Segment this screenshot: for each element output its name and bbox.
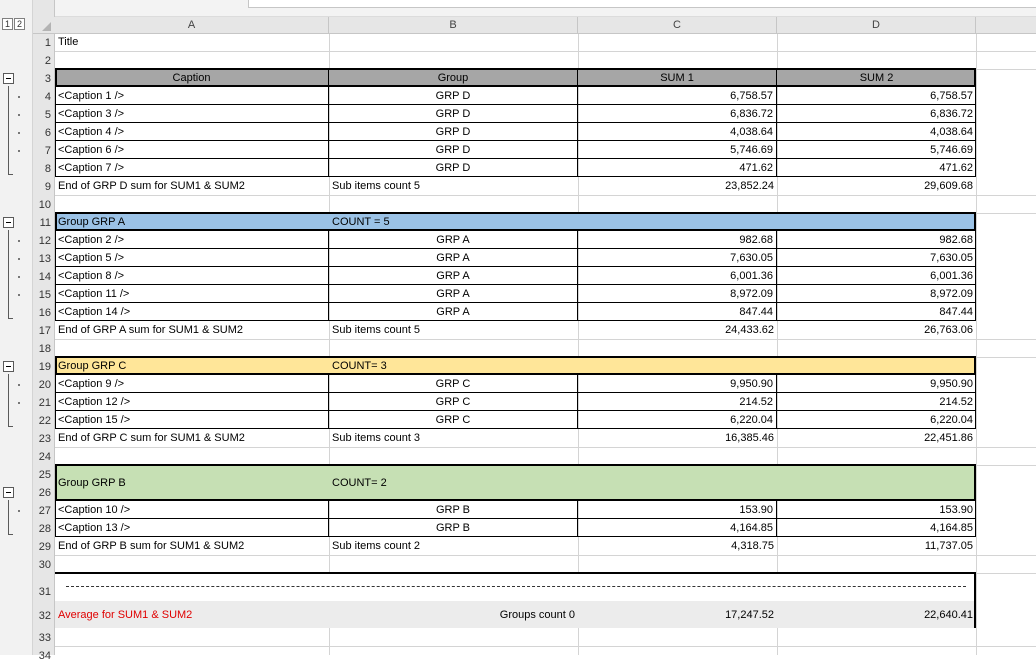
group-cell[interactable]: GRP B [329, 519, 578, 537]
sum1-cell[interactable]: 471.62 [578, 159, 777, 177]
row-number[interactable]: 8 [44, 163, 51, 175]
group-a-footer-sum2[interactable]: 26,763.06 [924, 324, 973, 336]
group-b-footer-label[interactable]: End of GRP B sum for SUM1 & SUM2 [58, 540, 245, 552]
group-b-footer-sum1[interactable]: 4,318.75 [731, 540, 774, 552]
caption-cell[interactable]: <Caption 10 /> [55, 501, 329, 519]
sum2-cell[interactable]: 982.68 [939, 234, 973, 246]
sheet-title-cell[interactable]: Title [58, 36, 79, 48]
caption-cell[interactable]: <Caption 13 /> [55, 519, 329, 537]
group-d-footer-sum2[interactable]: 29,609.68 [924, 180, 973, 192]
row-number[interactable]: 6 [44, 127, 51, 139]
summary-count[interactable]: Groups count 0 [499, 609, 575, 621]
group-c-header-label[interactable]: Group GRP C [58, 360, 127, 372]
sum2-cell[interactable]: 153.90 [939, 504, 973, 516]
row-number[interactable]: 31 [38, 586, 51, 598]
sum1-cell[interactable]: 6,836.72 [578, 105, 777, 123]
select-all-corner[interactable] [33, 17, 55, 34]
sum2-cell[interactable]: 4,164.85 [930, 522, 973, 534]
column-header-c[interactable]: C [578, 17, 777, 34]
sum1-cell[interactable]: 6,758.57 [578, 87, 777, 105]
caption-cell[interactable]: <Caption 15 /> [55, 411, 329, 429]
caption-cell[interactable]: <Caption 14 /> [55, 303, 329, 321]
row-number[interactable]: 11 [39, 217, 51, 229]
table-row [55, 375, 976, 393]
row-number[interactable]: 33 [38, 632, 51, 644]
group-c-footer-count[interactable]: Sub items count 3 [332, 432, 421, 444]
table-row [55, 159, 976, 177]
row-number[interactable]: 10 [38, 199, 51, 211]
table-row [55, 123, 976, 141]
group-cell[interactable]: GRP C [329, 411, 578, 429]
table-row [55, 105, 976, 123]
sum2-cell[interactable]: 8,972.09 [930, 288, 973, 300]
caption-cell[interactable]: <Caption 9 /> [55, 375, 329, 393]
sum1-cell[interactable]: 847.44 [578, 303, 777, 321]
row-number[interactable]: 4 [44, 91, 51, 103]
outline-gutter [0, 0, 33, 655]
sum1-cell[interactable]: 7,630.05 [578, 249, 777, 267]
summary-sum1[interactable]: 17,247.52 [725, 609, 774, 621]
group-cell[interactable]: GRP D [329, 87, 578, 105]
sum2-cell[interactable]: 6,758.57 [930, 90, 973, 102]
row-number[interactable]: 27 [38, 505, 51, 517]
caption-cell[interactable]: <Caption 12 /> [55, 393, 329, 411]
column-header-d[interactable]: D [777, 17, 976, 34]
sum2-cell[interactable]: 4,038.64 [930, 126, 973, 138]
summary-dashed-divider [66, 586, 966, 587]
group-cell[interactable]: GRP A [329, 285, 578, 303]
sum1-cell[interactable]: 6,220.04 [578, 411, 777, 429]
row-number[interactable]: 30 [38, 559, 51, 571]
sum1-cell[interactable]: 6,001.36 [578, 267, 777, 285]
table-row [55, 411, 976, 429]
group-d-footer-label[interactable]: End of GRP D sum for SUM1 & SUM2 [58, 180, 245, 192]
row-number[interactable]: 1 [44, 37, 51, 49]
group-cell[interactable]: GRP A [329, 303, 578, 321]
sum2-cell[interactable]: 5,746.69 [930, 144, 973, 156]
row-number[interactable]: 9 [44, 181, 51, 193]
caption-cell[interactable]: <Caption 8 /> [55, 267, 329, 285]
group-cell[interactable]: GRP D [329, 159, 578, 177]
table-row [55, 87, 976, 105]
group-d-footer-count[interactable]: Sub items count 5 [332, 180, 421, 192]
outline-level-2-button[interactable]: 2 [14, 18, 25, 30]
sum1-cell[interactable]: 153.90 [578, 501, 777, 519]
row-number[interactable]: 15 [38, 289, 51, 301]
row-number[interactable]: 16 [38, 307, 51, 319]
sum1-cell[interactable]: 5,746.69 [578, 141, 777, 159]
sum1-cell[interactable]: 8,972.09 [578, 285, 777, 303]
sum1-cell[interactable]: 982.68 [578, 231, 777, 249]
group-a-header-label[interactable]: Group GRP A [58, 216, 126, 228]
caption-cell[interactable]: <Caption 1 /> [55, 87, 329, 105]
group-cell[interactable]: GRP A [329, 249, 578, 267]
table-row [55, 303, 976, 321]
group-cell[interactable]: GRP D [329, 141, 578, 159]
sum2-cell[interactable]: 7,630.05 [930, 252, 973, 264]
group-a-footer-count[interactable]: Sub items count 5 [332, 324, 421, 336]
row-number[interactable]: 24 [38, 451, 51, 463]
group-a-footer-label[interactable]: End of GRP A sum for SUM1 & SUM2 [58, 324, 244, 336]
caption-cell[interactable]: <Caption 2 /> [55, 231, 329, 249]
table-row [55, 393, 976, 411]
table-row [55, 231, 976, 249]
table-row [55, 141, 976, 159]
row-number[interactable]: 18 [38, 343, 51, 355]
row-number[interactable]: 3 [44, 73, 51, 85]
group-cell[interactable]: GRP C [329, 375, 578, 393]
sum2-cell[interactable]: 6,001.36 [930, 270, 973, 282]
table-row [55, 285, 976, 303]
group-c-footer-sum1[interactable]: 16,385.46 [725, 432, 774, 444]
table-row [55, 519, 976, 537]
sum2-cell[interactable]: 6,220.04 [930, 414, 973, 426]
row-number[interactable]: 5 [44, 109, 51, 121]
row-number[interactable]: 12 [38, 235, 51, 247]
group-b-header-count[interactable]: COUNT= 2 [332, 477, 387, 489]
group-a-header-count[interactable]: COUNT = 5 [332, 216, 390, 228]
group-c-footer-sum2[interactable]: 22,451.86 [924, 432, 973, 444]
group-b-footer-sum2[interactable]: 11,737.05 [924, 540, 973, 552]
outline-level-1-button[interactable]: 1 [2, 18, 13, 30]
row-number[interactable]: 26 [38, 487, 51, 499]
summary-label[interactable]: Average for SUM1 & SUM2 [58, 609, 193, 621]
row-number[interactable]: 13 [38, 253, 51, 265]
row-number[interactable]: 29 [38, 541, 51, 553]
caption-cell[interactable]: <Caption 4 /> [55, 123, 329, 141]
row-number[interactable]: 34 [38, 650, 51, 662]
formula-bar[interactable] [248, 0, 1036, 8]
row-number[interactable]: 28 [38, 523, 51, 535]
column-header-b[interactable]: B [329, 17, 578, 34]
group-cell[interactable]: GRP A [329, 267, 578, 285]
header-sum1-cell[interactable]: SUM 1 [578, 69, 777, 87]
table-row [55, 267, 976, 285]
group-b-footer-count[interactable]: Sub items count 2 [332, 540, 421, 552]
row-number[interactable]: 17 [38, 325, 51, 337]
row-number[interactable]: 22 [38, 415, 51, 427]
sum1-cell[interactable]: 4,038.64 [578, 123, 777, 141]
sum2-cell[interactable]: 847.44 [939, 306, 973, 318]
header-caption-cell[interactable]: Caption [55, 69, 329, 87]
collapse-group-c-button[interactable] [3, 361, 14, 372]
row-number[interactable]: 25 [38, 469, 51, 481]
group-cell[interactable]: GRP C [329, 393, 578, 411]
group-d-footer-sum1[interactable]: 23,852.24 [725, 180, 774, 192]
group-b-header-label[interactable]: Group GRP B [58, 477, 126, 489]
group-a-footer-sum1[interactable]: 24,433.62 [725, 324, 774, 336]
caption-cell[interactable]: <Caption 5 /> [55, 249, 329, 267]
row-number[interactable]: 32 [38, 610, 51, 622]
caption-cell[interactable]: <Caption 6 /> [55, 141, 329, 159]
collapse-group-a-button[interactable] [3, 217, 14, 228]
sum1-cell[interactable]: 4,164.85 [578, 519, 777, 537]
sum2-cell[interactable]: 214.52 [939, 396, 973, 408]
group-cell[interactable]: GRP D [329, 105, 578, 123]
header-sum2-cell[interactable]: SUM 2 [859, 72, 894, 84]
caption-cell[interactable]: <Caption 11 /> [55, 285, 329, 303]
group-cell[interactable]: GRP D [329, 123, 578, 141]
row-number[interactable]: 20 [38, 379, 51, 391]
row-number[interactable]: 23 [38, 433, 51, 445]
row-number[interactable]: 21 [38, 397, 51, 409]
group-c-header-count[interactable]: COUNT= 3 [332, 360, 387, 372]
header-group-cell[interactable]: Group [329, 69, 578, 87]
group-cell[interactable]: GRP A [329, 231, 578, 249]
table-row [55, 501, 976, 519]
sum1-cell[interactable]: 214.52 [578, 393, 777, 411]
row-number[interactable]: 7 [44, 145, 51, 157]
column-header-a[interactable]: A [55, 17, 329, 34]
caption-cell[interactable]: <Caption 7 /> [55, 159, 329, 177]
sum2-cell[interactable]: 471.62 [939, 162, 973, 174]
collapse-group-d-button[interactable] [3, 73, 14, 84]
caption-cell[interactable]: <Caption 3 /> [55, 105, 329, 123]
row-number[interactable]: 19 [38, 361, 51, 373]
table-row [55, 249, 976, 267]
collapse-group-b-button[interactable] [3, 487, 14, 498]
group-c-footer-label[interactable]: End of GRP C sum for SUM1 & SUM2 [58, 432, 245, 444]
group-cell[interactable]: GRP B [329, 501, 578, 519]
summary-sum2[interactable]: 22,640.41 [924, 609, 973, 621]
sum2-cell[interactable]: 9,950.90 [930, 378, 973, 390]
select-all-triangle-icon [33, 17, 55, 34]
sum1-cell[interactable]: 9,950.90 [578, 375, 777, 393]
sum2-cell[interactable]: 6,836.72 [930, 108, 973, 120]
row-number[interactable]: 2 [44, 55, 51, 67]
row-number[interactable]: 14 [38, 271, 51, 283]
